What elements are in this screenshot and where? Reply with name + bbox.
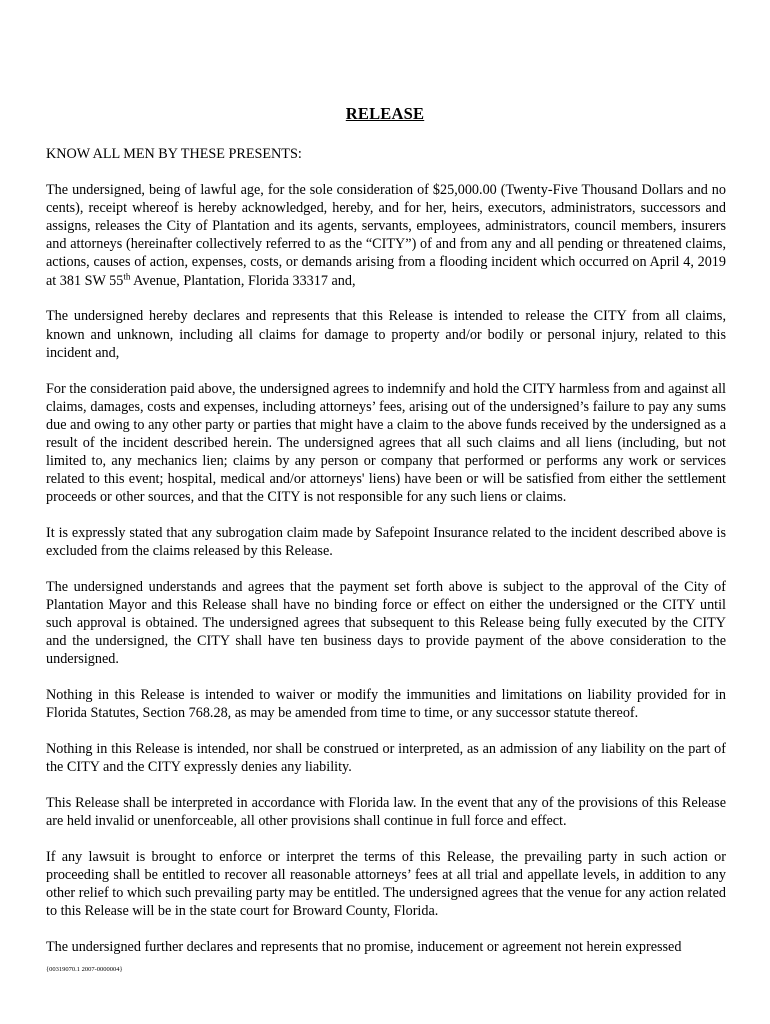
paragraph-indemnify: For the consideration paid above, the undersigned agrees to indemnify and hold the CITY harmless from and against all claims, damages, costs and expenses, including attorneys’ fees, arising out of the undersigned’s failure to pay any sums due and owing to any other party or parties that might have a claim to the above funds received by the undersigned as a result of the incident described herein. The undersigned agrees that all such claims and all liens (including, but not limited to, any mechanics lien; claims by any person or company that performed or performs any work or services related to this event; hospital, medical and/or attorneys' liens) have been or will be satisfied from either the settlement proceeds or other sources, and that the CITY is not responsible for any such liens or claims.	[46, 380, 726, 506]
paragraph-lawsuit: If any lawsuit is brought to enforce or interpret the terms of this Release, the prevailing party in such action or proceeding shall be entitled to recover all reasonable attorneys’ fees at all trial and appellate levels, in addition to any other relief to which such prevailing party may be entitled. The undersigned agrees that the venue for any action related to this Release will be in the state court for Broward County, Florida.	[46, 849, 726, 920]
document-title: RELEASE	[345, 104, 425, 123]
paragraph-no-admission: Nothing in this Release is intended, nor shall be construed or interpreted, as an admission of any liability on the part of the CITY and the CITY expressly denies any liability.	[46, 741, 726, 776]
paragraph-consideration-text-end: Avenue, Plantation, Florida 33317 and,	[130, 272, 356, 289]
paragraph-immunities: Nothing in this Release is intended to waiver or modify the immunities and limitations on liability provided for in Florida Statutes, Section 768.28, as may be amended from time to time, or any successor statute thereof.	[46, 687, 726, 722]
document-body	[46, 145, 726, 956]
paragraph-consideration-text: The undersigned, being of lawful age, for the sole consideration of $25,000.00 (Twenty-Five Thousand Dollars and no cents), receipt whereof is hereby acknowledged, hereby, and for her, heirs, executors, administrators, successors and assigns, releases the City of Plantation and its agents, servants, employees, administrators, council members, insurers and attorneys (hereinafter collectively referred to as the “CITY”) of and from any and all pending or threatened claims, actions, causes of action, expenses, costs, or demands arising from a flooding incident which occurred on April 4, 2019 at 381 SW 55	[46, 182, 726, 289]
paragraph-subrogation: It is expressly stated that any subrogation claim made by Safepoint Insurance related to the incident described above is excluded from the claims released by this Release.	[46, 524, 726, 560]
paragraph-approval: The undersigned understands and agrees that the payment set forth above is subject to the approval of the City of Plantation Mayor and this Release shall have no binding force or effect on either the undersigned or the CITY until such approval is obtained. The undersigned agrees that subsequent to this Release being fully executed by the CITY and the undersigned, the CITY shall have ten business days to provide payment of the above consideration to the undersigned.	[46, 578, 726, 668]
paragraph-further-declares: The undersigned further declares and represents that no promise, inducement or agreement not herein expressed	[46, 939, 682, 956]
paragraph-release-intent: The undersigned hereby declares and represents that this Release is intended to release the CITY from all claims, known and unknown, including all claims for damage to property and/or bodily or personal injury, related to this incident and,	[46, 308, 726, 361]
ordinal-superscript: th	[123, 270, 131, 281]
paragraph-consideration	[46, 181, 726, 290]
heading-know-all-men: KNOW ALL MEN BY THESE PRESENTS:	[46, 146, 302, 162]
paragraph-florida-law: This Release shall be interpreted in accordance with Florida law. In the event that any of the provisions of this Release are held invalid or unenforceable, all other provisions shall continue in full force and effect.	[46, 795, 726, 830]
document-footer-id: {00319070.1 2007-0000004}	[46, 966, 123, 973]
